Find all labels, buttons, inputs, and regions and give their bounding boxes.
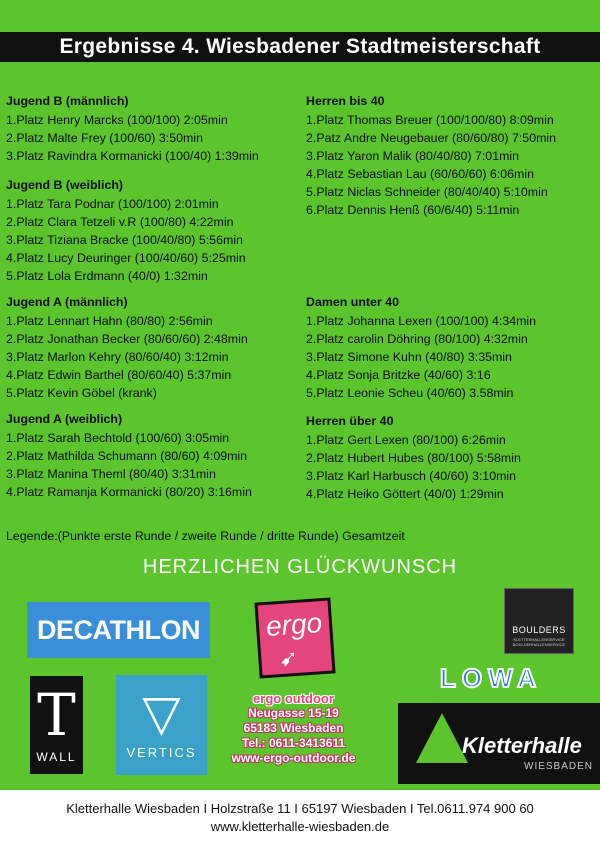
ergo-outdoor-address [226,691,361,766]
result-row: 2.Patz Andre Neugebauer (80/60/80) 7:50min [306,131,557,145]
result-row: 5.Platz Kevin Göbel (krank) [6,386,157,400]
group-heading: Herren über 40 [306,414,394,428]
group-heading: Jugend B (männlich) [6,94,129,108]
result-row: 2.Platz Malte Frey (100/60) 3:50min [6,131,203,145]
results-group [6,293,306,402]
ergo-outdoor-city: 65183 Wiesbaden [243,721,344,735]
result-row: 3.Platz Manina Theml (80/40) 3:31min [6,467,216,481]
results-group [306,293,596,402]
result-row: 5.Platz Lola Erdmann (40/0) 1:32min [6,269,208,283]
footer [0,800,600,836]
results-group [6,410,306,501]
result-row: 6.Platz Dennis Henß (60/6/40) 5:11min [306,203,520,217]
result-row: 1.Platz Henry Marcks (100/100) 2:05min [6,113,228,127]
t-wall-mark: T [37,681,76,749]
kletterhalle-logo-text: Kletterhalle [462,733,582,758]
group-heading: Jugend A (männlich) [6,295,128,309]
lowa-logo: LOWA [440,663,542,693]
result-row: 3.Platz Ravindra Kormanicki (100/40) 1:39min [6,149,259,163]
page-title: Ergebnisse 4. Wiesbadener Stadtmeisterschaft [0,32,600,62]
results-group [306,412,596,503]
boulders-logo-subtext: KLETTERHALLENSERVICE BOULDERHALLENSERVICE [512,637,566,647]
legend-text: Legende:(Punkte erste Runde / zweite Runde / dritte Runde) Gesamtzeit [6,529,405,543]
vertics-logo-text: VERTICS [126,745,197,760]
t-wall-logo [30,676,83,774]
result-row: 1.Platz Johanna Lexen (100/100) 4:34min [306,314,537,328]
result-row: 2.Platz carolin Döhring (80/100) 4:32min [306,332,528,346]
mountain-icon [416,713,468,763]
result-row: 3.Platz Yaron Malik (80/40/80) 7:01min [306,149,520,163]
congratulations-heading: HERZLICHEN GLÜCKWUNSCH [142,556,458,578]
result-row: 2.Platz Jonathan Becker (80/60/60) 2:48min [6,332,248,346]
group-heading: Jugend B (weiblich) [6,178,124,192]
results-group [6,176,306,285]
footer-website: www.kletterhalle-wiesbaden.de [210,819,390,834]
kletterhalle-logo-subtext: WIESBADEN [524,761,594,772]
result-row: 3.Platz Simone Kuhn (40/80) 3:35min [306,350,512,364]
ergo-outdoor-web: www-ergo-outdoor.de [231,751,356,765]
ergo-outdoor-name: ergo outdoor [253,691,334,706]
result-row: 1.Platz Thomas Breuer (100/100/80) 8:09min [306,113,554,127]
result-row: 2.Platz Hubert Hubes (80/100) 5:58min [306,451,521,465]
result-row: 4.Platz Heiko Göttert (40/0) 1:29min [306,487,504,501]
ergo-outdoor-street: Neugasse 15-19 [248,706,339,720]
vertics-logo [116,675,207,775]
result-row: 4.Platz Lucy Deuringer (100/40/60) 5:25min [6,251,246,265]
boulders-logo-text: BOULDERS [512,625,566,635]
result-row: 3.Platz Tiziana Bracke (100/40/80) 5:56min [6,233,243,247]
results-group [6,92,306,165]
boulders-logo [504,588,574,654]
results-group [306,92,596,219]
result-row: 5.Platz Leonie Scheu (40/60) 3.58min [306,386,514,400]
result-row: 4.Platz Edwin Barthel (80/60/40) 5:37min [6,368,232,382]
climber-icon: ➹ [278,644,299,672]
result-row: 4.Platz Sebastian Lau (60/60/60) 6:06min [306,167,534,181]
result-row: 1.Platz Lennart Hahn (80/80) 2:56min [6,314,213,328]
result-row: 2.Platz Clara Tetzeli v.R (100/80) 4:22min [6,215,234,229]
result-row: 2.Platz Mathilda Schumann (80/60) 4:09min [6,449,248,463]
result-row: 3.Platz Marlon Kehry (80/60/40) 3:12min [6,350,229,364]
ergo-outdoor-tel: Tel.: 0611-3413611 [241,736,346,750]
ergo-logo [254,597,335,678]
group-heading: Jugend A (weiblich) [6,412,123,426]
result-row: 4.Platz Sonja Britzke (40/60) 3:16 [306,368,491,382]
ergo-logo-text: ergo [265,607,324,642]
decathlon-logo: DECATHLON [27,602,210,658]
result-row: 4.Platz Ramanja Kormanicki (80/20) 3:16min [6,485,252,499]
footer-address: Kletterhalle Wiesbaden I Holzstraße 11 I 65197 Wiesbaden I Tel.0611.974 900 60 [66,801,534,816]
t-wall-logo-text: WALL [36,750,77,764]
vertics-v-icon: ▽ [142,684,181,742]
result-row: 3.Platz Karl Harbusch (40/60) 3:10min [306,469,517,483]
group-heading: Herren bis 40 [306,94,385,108]
result-row: 1.Platz Sarah Bechtold (100/60) 3:05min [6,431,230,445]
result-row: 5.Platz Niclas Schneider (80/40/40) 5:10min [306,185,548,199]
result-row: 1.Platz Tara Podnar (100/100) 2:01min [6,197,219,211]
kletterhalle-logo [398,703,600,784]
group-heading: Damen unter 40 [306,295,399,309]
result-row: 1.Platz Gert Lexen (80/100) 6:26min [306,433,506,447]
